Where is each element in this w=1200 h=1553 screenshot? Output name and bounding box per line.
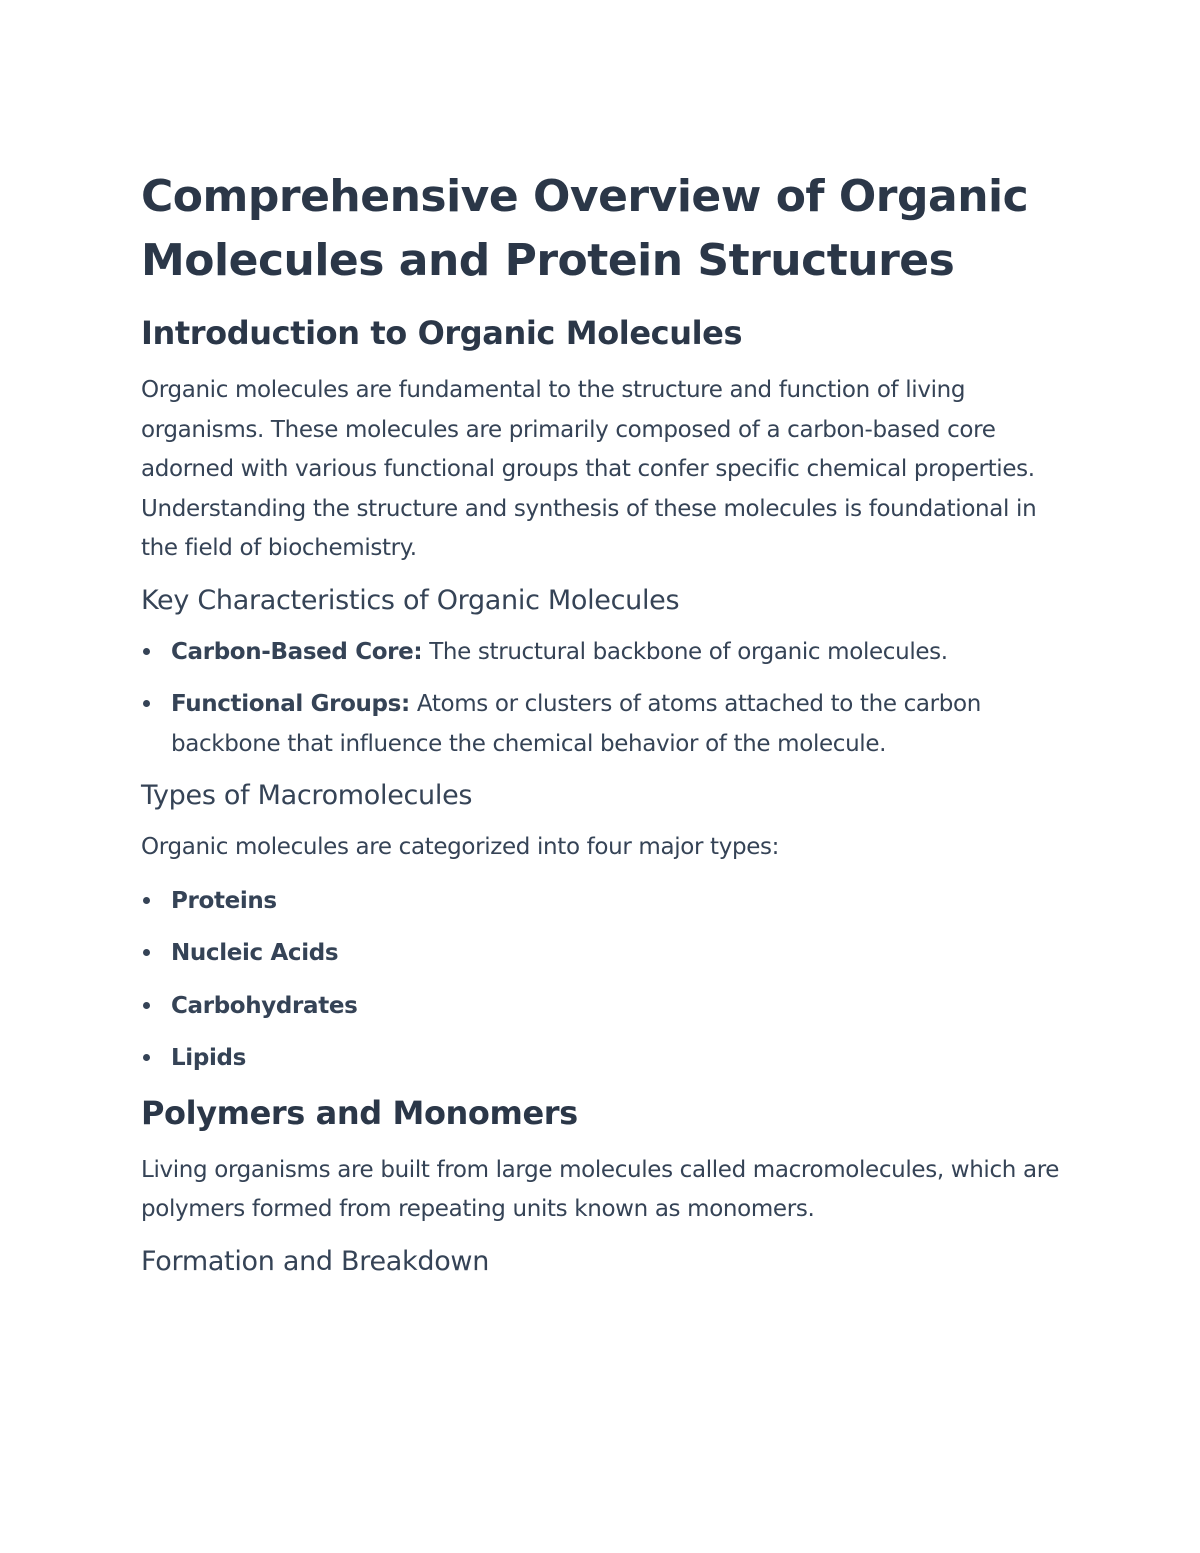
bullet-icon	[143, 1054, 150, 1061]
bullet-icon	[143, 1002, 150, 1009]
list-item-term: Nucleic Acids	[171, 940, 339, 966]
key-characteristics-list	[141, 633, 1061, 765]
polymers-paragraph: Living organisms are built from large molecules called macromolecules, which are polymers formed from repeating units known as monomers.	[141, 1156, 1060, 1222]
subsection-heading-macromolecules: Types of Macromolecules	[141, 780, 473, 811]
list-item-text: The structural backbone of organic molecules.	[422, 638, 948, 665]
document-page	[141, 165, 1061, 1294]
list-item	[141, 882, 1061, 922]
list-item-text: Atoms or clusters of atoms attached to the carbon backbone that influence the chemical behavior of the molecule.	[171, 691, 981, 757]
list-item-term: Functional Groups:	[171, 691, 410, 717]
section-heading-intro: Introduction to Organic Molecules	[141, 314, 743, 352]
list-item	[141, 987, 1061, 1027]
bullet-icon	[143, 897, 150, 904]
bullet-icon	[143, 648, 150, 655]
list-item	[141, 685, 1061, 764]
list-item-term: Lipids	[171, 1045, 246, 1071]
list-item	[141, 633, 1061, 673]
macromolecules-intro: Organic molecules are categorized into four major types:	[141, 834, 780, 860]
bullet-icon	[143, 949, 150, 956]
bullet-icon	[143, 700, 150, 707]
intro-paragraph: Organic molecules are fundamental to the structure and function of living organisms. These molecules are primarily composed of a carbon-based core adorned with various functional groups that confer specific chemical properties. Understanding the structure and synthesis of these molecules is foundational in the field of biochemistry.	[141, 377, 1037, 561]
subsection-heading-key-characteristics: Key Characteristics of Organic Molecules	[141, 584, 680, 616]
subsection-heading-formation: Formation and Breakdown	[141, 1245, 490, 1277]
list-item-term: Carbohydrates	[171, 992, 358, 1019]
macromolecules-list	[141, 882, 1061, 1079]
list-item	[141, 934, 1061, 974]
document-title: Comprehensive Overview of Organic Molecules and Protein Structures	[141, 171, 1029, 286]
list-item-term: Carbon-Based Core:	[171, 638, 423, 665]
section-heading-polymers: Polymers and Monomers	[141, 1093, 578, 1132]
list-item	[141, 1039, 1061, 1079]
list-item-term: Proteins	[171, 887, 277, 914]
